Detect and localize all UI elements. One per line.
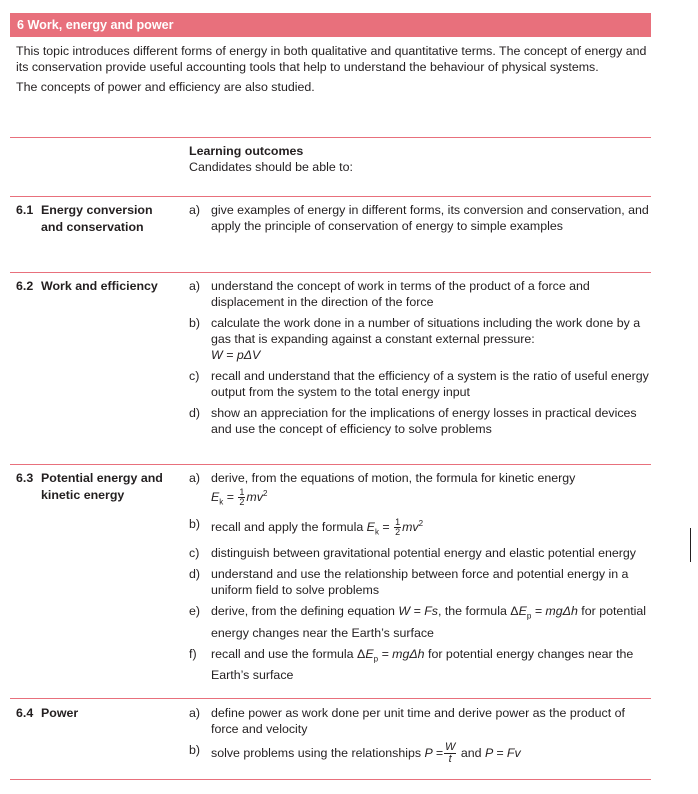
list-item xyxy=(189,202,649,234)
list-item xyxy=(189,368,649,400)
item-text: understand and use the relationship between force and potential energy in a uniform field to solve problems xyxy=(211,567,629,598)
item-text: derive, from the equations of motion, the formula for kinetic energy xyxy=(211,471,576,485)
fraction-numerator: 1 xyxy=(395,516,401,527)
item-text: understand the concept of work in terms of the product of a force and displacement in the direction of the force xyxy=(211,279,590,309)
outcome-list xyxy=(189,278,649,442)
formula-symbol: E xyxy=(518,604,527,619)
outcome-list xyxy=(189,470,649,688)
item-letter: d) xyxy=(189,406,201,420)
outcome-list xyxy=(189,202,649,239)
item-text: for potential energy changes near the Earth’s surface xyxy=(211,604,647,640)
section-number: 6.1 xyxy=(16,203,34,217)
section-number: 6.3 xyxy=(16,471,34,485)
formula-superscript: 2 xyxy=(262,489,268,498)
item-letter: b) xyxy=(189,743,201,757)
list-item xyxy=(189,315,649,363)
formula-symbol: E xyxy=(365,646,374,661)
fraction-denominator: 2 xyxy=(239,497,245,508)
list-item xyxy=(189,516,649,541)
list-item xyxy=(189,566,649,598)
section-title-6-4 xyxy=(16,705,176,722)
formula-delta: Δ xyxy=(357,646,366,661)
formula-kinetic-energy: $E_k$ = $\frac{1}{2}$ $mv^2$ xyxy=(366,516,424,537)
item-letter: a) xyxy=(189,279,201,293)
item-text: show an appreciation for the implications of energy losses in practical devices and use the concept of efficiency to solve problems xyxy=(211,406,637,436)
section-title-line: and conservation xyxy=(41,220,144,234)
fraction-half xyxy=(238,488,245,507)
learning-outcomes-heading xyxy=(189,143,353,175)
fraction-w-over-t xyxy=(444,742,456,765)
list-item xyxy=(189,278,649,310)
item-letter: a) xyxy=(189,203,201,217)
item-text: define power as work done per unit time and derive power as the product of force and velocity xyxy=(211,706,625,736)
formula-potential-energy xyxy=(357,646,425,664)
intro-paragraph-2: The concepts of power and efficiency are also studied. xyxy=(16,80,315,94)
section-number: 6.2 xyxy=(16,279,34,293)
intro-paragraph-1: This topic introduces different forms of energy in both qualitative and quantitative terms. The concept of energy and its conservation provide useful accounting tools that help to understand the behaviour of physical systems. xyxy=(16,44,647,74)
divider xyxy=(10,196,651,197)
item-text: for potential energy changes near the Earth’s surface xyxy=(211,646,634,683)
item-letter: b) xyxy=(189,316,201,330)
item-text: give examples of energy in different forms, its conversion and conservation, and apply the principle of conservation of energy to simple examples xyxy=(211,203,649,233)
formula-rhs: = mgΔh xyxy=(531,604,578,619)
formula-symbol: E xyxy=(211,490,220,505)
item-letter: e) xyxy=(189,604,201,619)
item-letter: c) xyxy=(189,369,200,383)
formula-work-gas: W = pΔV xyxy=(211,348,261,362)
formula-subscript: k xyxy=(219,497,224,507)
formula-potential-energy xyxy=(510,604,578,621)
item-text: and xyxy=(460,745,482,760)
fraction-denominator: t xyxy=(448,753,452,765)
fraction-numerator: 1 xyxy=(239,487,245,498)
section-title: 6 Work, energy and power xyxy=(17,18,174,32)
outcome-list xyxy=(189,705,649,770)
list-item xyxy=(189,603,649,640)
formula-symbol: E xyxy=(366,519,375,534)
section-title-line: Power xyxy=(41,706,79,720)
item-letter: d) xyxy=(189,567,201,582)
item-text: , the formula xyxy=(437,604,507,619)
formula-term: mv xyxy=(402,519,419,534)
formula-superscript: 2 xyxy=(418,518,424,528)
item-letter: a) xyxy=(189,471,201,485)
section-title-6-3 xyxy=(16,470,176,504)
section-title-6-2 xyxy=(16,278,176,295)
section-title-line: Work and efficiency xyxy=(41,279,158,293)
section-title-line: kinetic energy xyxy=(41,488,125,502)
margin-change-bar xyxy=(690,528,691,562)
divider xyxy=(10,272,651,273)
formula-rhs: = mgΔh xyxy=(378,646,425,661)
list-item xyxy=(189,470,649,511)
learning-outcomes-subtitle: Candidates should be able to: xyxy=(189,160,353,174)
divider xyxy=(10,779,651,780)
formula-work: W = Fs xyxy=(398,604,438,619)
item-text: recall and apply the formula xyxy=(211,519,364,534)
formula-term: mv xyxy=(246,490,263,505)
section-header xyxy=(10,13,651,37)
item-text: recall and use the formula xyxy=(211,646,354,661)
item-text: derive, from the defining equation xyxy=(211,604,395,619)
formula-kinetic-energy: $E_k$ = $\frac{1}{2}$ $mv^2$ xyxy=(211,487,268,508)
formula-delta: Δ xyxy=(510,604,519,619)
section-title-line: Energy conversion xyxy=(41,203,153,217)
formula-subscript: p xyxy=(373,654,379,664)
list-item xyxy=(189,545,649,561)
formula-subscript: p xyxy=(526,611,532,621)
item-text: solve problems using the relationships xyxy=(211,745,422,760)
formula-lhs: P = xyxy=(424,745,444,760)
item-text: calculate the work done in a number of situations including the work done by a gas that is expanding against a constant external pressure: xyxy=(211,316,641,346)
intro-text xyxy=(16,43,648,99)
fraction-numerator: W xyxy=(445,741,456,753)
list-item xyxy=(189,705,649,737)
divider xyxy=(10,137,651,138)
section-title-line: Potential energy and xyxy=(41,471,163,485)
list-item xyxy=(189,742,649,765)
fraction-half xyxy=(394,518,401,537)
item-letter: c) xyxy=(189,546,200,561)
formula-power xyxy=(424,741,458,765)
learning-outcomes-title: Learning outcomes xyxy=(189,144,304,158)
item-letter: b) xyxy=(189,516,201,531)
item-letter: a) xyxy=(189,706,201,720)
section-number: 6.4 xyxy=(16,706,34,720)
list-item xyxy=(189,405,649,437)
item-text: recall and understand that the efficiency of a system is the ratio of useful energy output from the system to the total energy input xyxy=(211,369,649,399)
fraction-denominator: 2 xyxy=(395,526,401,537)
section-title-6-1 xyxy=(16,202,176,236)
divider xyxy=(10,698,651,699)
formula-power-fv: P = Fv xyxy=(485,745,521,760)
item-text: distinguish between gravitational potential energy and elastic potential energy xyxy=(211,546,637,561)
formula-subscript: k xyxy=(374,527,379,537)
list-item xyxy=(189,646,649,683)
item-letter: f) xyxy=(189,646,197,661)
divider xyxy=(10,464,651,465)
